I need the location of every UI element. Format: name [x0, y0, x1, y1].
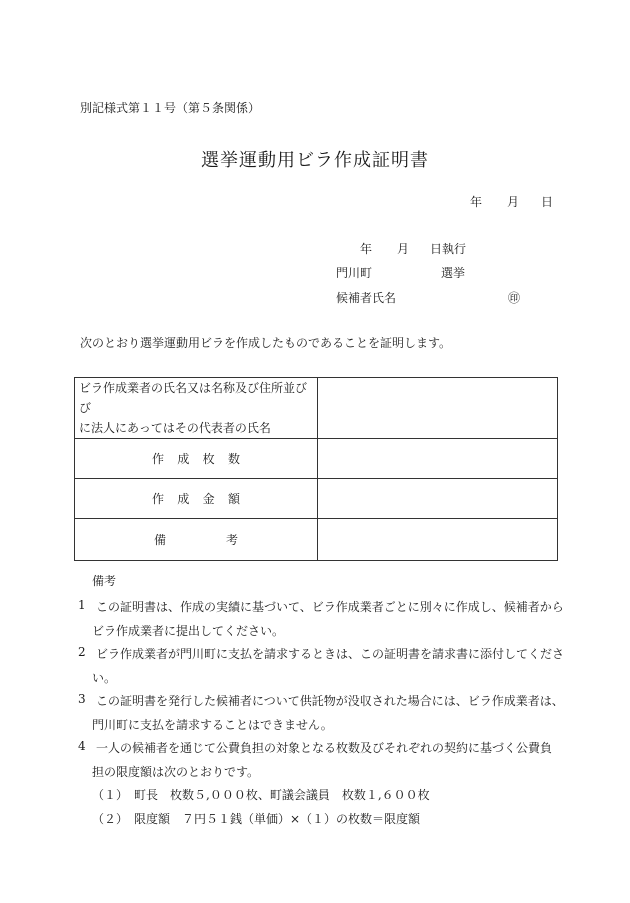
document-title: 選挙運動用ビラ作成証明書	[201, 150, 429, 171]
table-row-quantity	[75, 439, 558, 479]
table-row-amount	[75, 479, 558, 519]
note-1-line1: この証明書は、作成の実績に基づいて、ビラ作成業者ごとに別々に作成し、候補者から	[96, 600, 564, 614]
quantity-label-cell	[75, 439, 318, 479]
form-number-label: 別記様式第１１号（第５条関係）	[80, 101, 261, 115]
note-2-number: 2	[78, 645, 86, 659]
candidate-name-label: 候補者氏名	[336, 291, 397, 305]
quantity-label-char: 成	[177, 452, 190, 466]
seal-mark: ㊞	[508, 291, 521, 305]
note-1-line2: ビラ作成業者に提出してください。	[92, 624, 285, 638]
remarks-label-cell	[75, 519, 318, 561]
date-month-label: 月	[507, 195, 520, 209]
note-1-number: 1	[78, 598, 86, 612]
note-4-line2: 担の限度額は次のとおりです。	[92, 765, 260, 779]
vendor-label-line2: に法人にあってはその代表者の氏名	[79, 421, 271, 435]
election-year-label: 年	[360, 242, 373, 256]
amount-label-cell	[75, 479, 318, 519]
note-4-number: 4	[78, 739, 86, 753]
amount-label	[152, 490, 240, 507]
table-row-remarks	[75, 519, 558, 561]
election-day-exec-label: 日執行	[430, 242, 467, 256]
remarks-label-char: 備	[154, 533, 167, 547]
amount-label-char: 成	[177, 492, 190, 506]
remarks-value-cell[interactable]	[318, 519, 558, 561]
vendor-label-cell	[75, 378, 318, 439]
intro-statement: 次のとおり選挙運動用ビラを作成したものであることを証明します。	[80, 336, 452, 350]
quantity-value-cell[interactable]	[318, 439, 558, 479]
note-2-line1: ビラ作成業者が門川町に支払を請求するときは、この証明書を請求書に添付してくださ	[96, 647, 565, 661]
note-4-sub-1: （１） 町長 枚数５,０００枚、町議会議員 枚数１,６００枚	[92, 788, 430, 802]
amount-label-char: 金	[202, 492, 215, 506]
amount-value-cell[interactable]	[318, 479, 558, 519]
vendor-value-cell[interactable]	[318, 378, 558, 439]
table-row-vendor	[75, 378, 558, 439]
note-4-line1: 一人の候補者を通じて公費負担の対象となる枚数及びそれぞれの契約に基づく公費負	[96, 741, 553, 755]
date-day-label: 日	[541, 195, 554, 209]
note-3-line1: この証明書を発行した候補者について供託物が没収された場合には、ビラ作成業者は、	[96, 694, 564, 708]
note-3-line2: 門川町に支払を請求することはできません。	[92, 718, 333, 732]
notes-heading: 備考	[92, 574, 117, 588]
vendor-label-line1: ビラ作成業者の氏名又は名称及び住所並びび	[79, 381, 308, 415]
remarks-label-char: 考	[225, 533, 238, 547]
amount-label-char: 額	[227, 492, 240, 506]
amount-label-char: 作	[152, 492, 165, 506]
remarks-label	[154, 531, 238, 548]
quantity-label-char: 枚	[202, 452, 215, 466]
note-4-sub-2: （２） 限度額 ７円５１銭（単価）×（１）の枚数＝限度額	[92, 812, 421, 826]
election-word: 選挙	[441, 266, 466, 280]
certificate-table	[74, 377, 558, 561]
date-year-label: 年	[470, 195, 483, 209]
town-name: 門川町	[336, 266, 373, 280]
quantity-label-char: 作	[152, 452, 165, 466]
note-3-number: 3	[78, 692, 86, 706]
quantity-label	[152, 450, 240, 467]
election-month-label: 月	[397, 242, 410, 256]
quantity-label-char: 数	[227, 452, 240, 466]
note-2-line2: い。	[92, 671, 117, 685]
